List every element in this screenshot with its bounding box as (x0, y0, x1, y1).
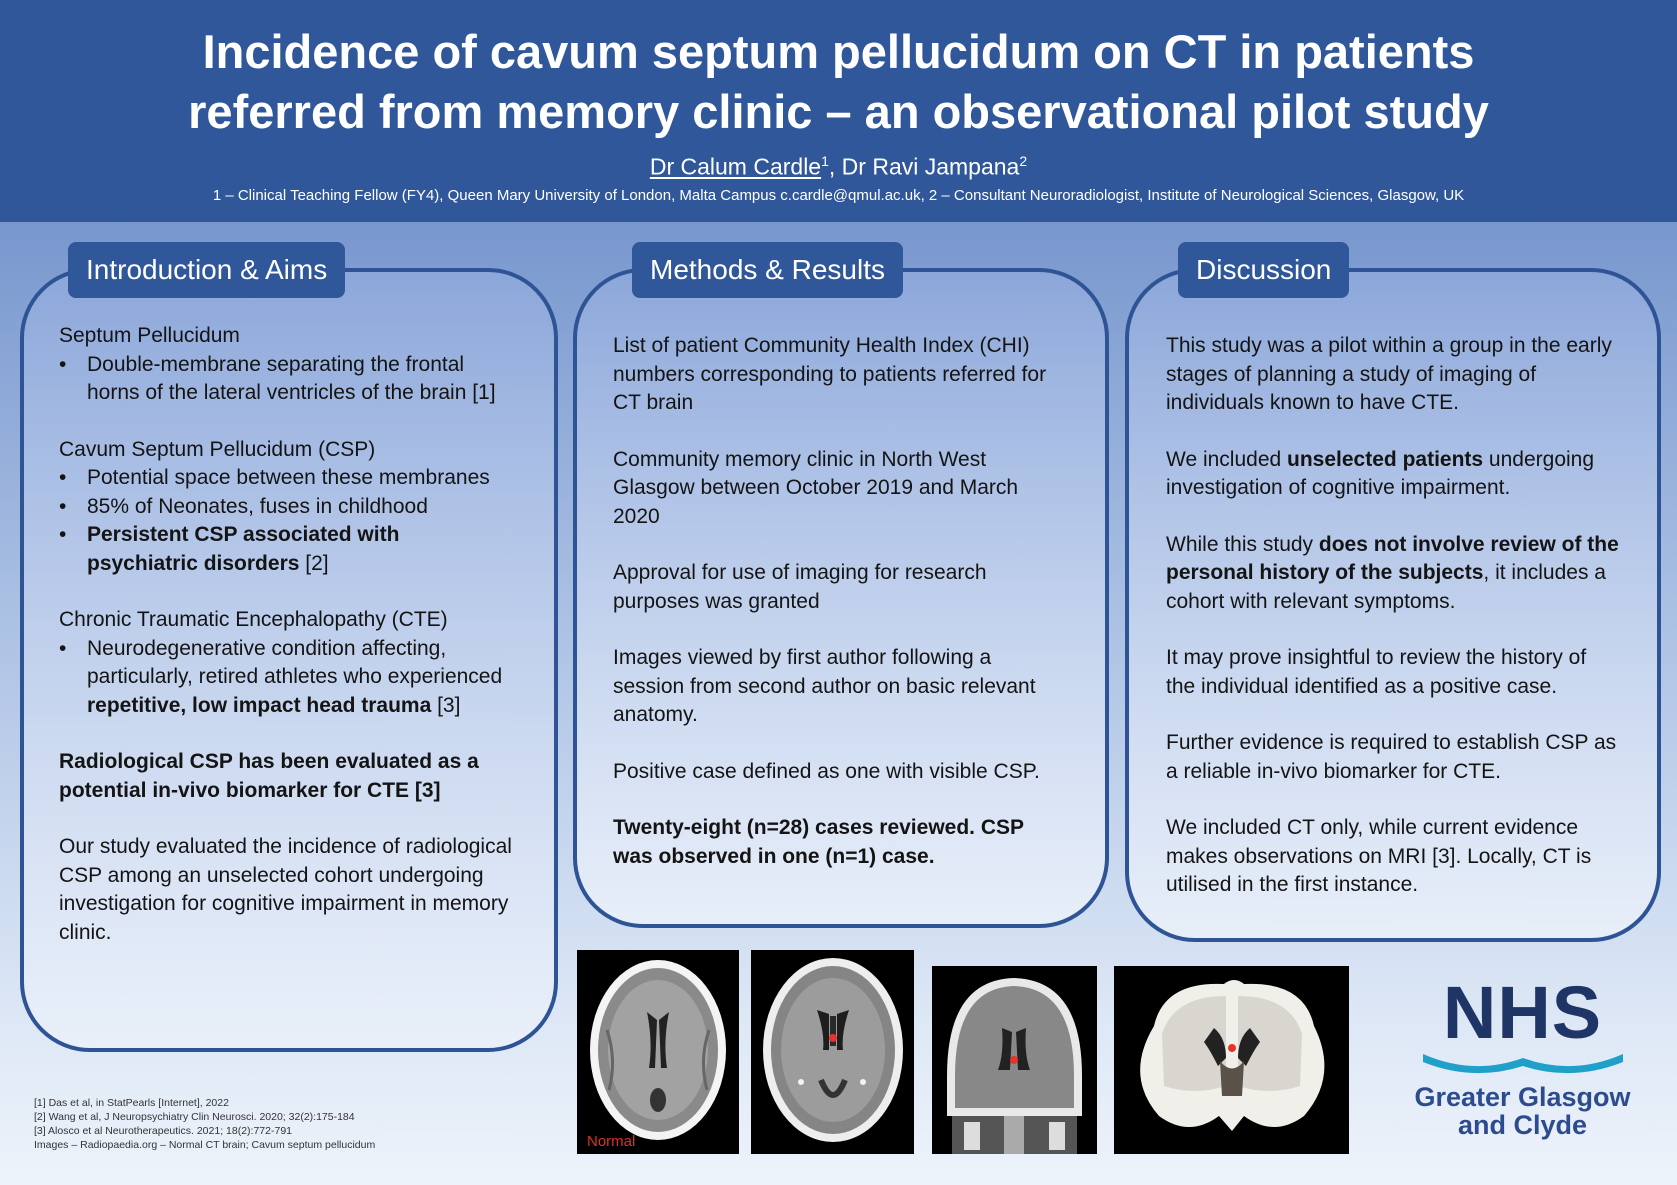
references (34, 1096, 375, 1152)
cte-bullets (59, 635, 514, 721)
biomarker-statement (59, 748, 514, 805)
nhs-logo-mark: NHS (1442, 971, 1603, 1054)
cte-bullet (87, 635, 514, 721)
cte-bullet-ref: [3] (431, 693, 461, 717)
study-aim: Our study evaluated the incidence of radiological CSP among an unselected cohort undergoing investigation for cognitive impairment in memory clinic. (59, 835, 512, 944)
sp-title: Septum Pellucidum (59, 324, 240, 347)
csp-bullet-bold: Persistent CSP associated with psychiatric disorders (87, 523, 400, 575)
title-line-2: referred from memory clinic – an observational pilot study (188, 85, 1489, 138)
ct-axial-normal-icon (577, 950, 739, 1154)
methods-para: List of patient Community Health Index (CHI) numbers corresponding to patients referred for CT brain (613, 334, 1047, 414)
ct-image-csp-axial (751, 950, 914, 1154)
author-2-affil: 2 (1019, 153, 1028, 169)
csp-title: Cavum Septum Pellucidum (CSP) (59, 437, 376, 461)
discussion-bold: unselected patients (1287, 447, 1484, 471)
discussion-text-run: undergoing investigation of cognitive impairment. (1166, 447, 1595, 499)
results-bold: Twenty-eight (n=28) cases reviewed. CSP was observed in one (n=1) case. (613, 816, 1024, 868)
biomarker-bold: Radiological CSP has been evaluated as a potential in-vivo biomarker for CTE [3] (59, 750, 479, 802)
affiliations: 1 – Clinical Teaching Fellow (FY4), Queen Mary University of London, Malta Campus c.cardle@qmul.ac.uk, 2 – Consultant Neuroradiologist, Institute of Neurological Sciences, Glasgow, UK (212, 187, 1465, 204)
cte-bullet-text: Neurodegenerative condition affecting, particularly, retired athletes who experienced (87, 636, 503, 688)
methods-para: Approval for use of imaging for research purposes was granted (613, 561, 987, 613)
ct-axial-csp-icon (751, 950, 914, 1154)
discussion-para (1166, 531, 1621, 617)
brain-specimen-image (1114, 966, 1349, 1154)
csp-bullets (59, 464, 514, 578)
nhs-board-line1: Greater Glasgow (1414, 1082, 1631, 1112)
cte-bullet-bold: repetitive, low impact head trauma (87, 693, 432, 717)
sp-bullets (59, 351, 514, 408)
nhs-wave-icon (1418, 1048, 1628, 1078)
normal-label: Normal (587, 1133, 636, 1150)
discussion-para: It may prove insightful to review the history of the individual identified as a positive case. (1166, 646, 1587, 698)
author-list (0, 153, 1677, 181)
discussion-text (1166, 332, 1621, 900)
methods-text (613, 332, 1068, 871)
reference-item: Images – Radiopaedia.org – Normal CT brain; Cavum septum pellucidum (34, 1139, 376, 1151)
poster-header (0, 0, 1677, 222)
ct-coronal-csp-icon (932, 966, 1097, 1154)
csp-bullet: • Potential space between these membranes (87, 464, 514, 493)
intro-text (59, 322, 514, 947)
csp-bullet (87, 521, 514, 578)
discussion-text-run: , it includes a cohort with relevant symptoms. (1166, 561, 1606, 613)
methods-heading: Methods & Results (632, 242, 903, 298)
reference-item: [3] Alosco et al Neurotherapeutics. 2021; 18(2):772-791 (34, 1125, 292, 1137)
discussion-para: Further evidence is required to establish CSP as a reliable in-vivo biomarker for CTE. (1166, 731, 1617, 783)
csp-bullet-ref: [2] (299, 551, 329, 575)
ct-image-normal (577, 950, 739, 1154)
methods-para: Images viewed by first author following a session from second author on basic relevant anatomy. (613, 646, 1036, 726)
ct-image-csp-coronal (932, 966, 1097, 1154)
discussion-text-run: We included (1166, 447, 1288, 471)
brain-section-icon (1114, 966, 1349, 1154)
discussion-bold: does not involve review of the personal history of the subjects (1166, 532, 1619, 584)
csp-marker (829, 1034, 837, 1042)
reference-item: [2] Wang et al, J Neuropsychiatry Clin Neurosci. 2020; 32(2):175-184 (34, 1111, 355, 1123)
cte-title: Chronic Traumatic Encephalopathy (CTE) (59, 608, 448, 631)
sp-bullet: • Double-membrane separating the frontal horns of the lateral ventricles of the brain [1] (87, 351, 514, 408)
discussion-para (1166, 446, 1621, 503)
methods-para: Positive case defined as one with visible CSP. (613, 759, 1040, 783)
author-1-affil: 1 (821, 153, 829, 169)
author-2: , Dr Ravi Jampana (828, 153, 1020, 180)
csp-marker-coronal (1010, 1056, 1018, 1064)
intro-heading: Introduction & Aims (68, 242, 345, 298)
csp-marker-specimen (1228, 1044, 1236, 1052)
author-1: Dr Calum Cardle (649, 153, 822, 180)
discussion-para: This study was a pilot within a group in the early stages of planning a study of imaging of individuals known to have CTE. (1166, 334, 1612, 414)
csp-bullet: • 85% of Neonates, fuses in childhood (87, 493, 514, 522)
title-line-1: Incidence of cavum septum pellucidum on CT in patients (202, 25, 1475, 78)
nhs-board-line2: and Clyde (1457, 1110, 1588, 1140)
poster-title (0, 22, 1677, 142)
methods-para: Community memory clinic in North West Glasgow between October 2019 and March 2020 (613, 447, 1019, 528)
nhs-logo (1410, 971, 1635, 1140)
reference-item: [1] Das et al, in StatPearls [Internet], 2022 (34, 1097, 229, 1109)
results-statement (613, 814, 1068, 871)
discussion-heading: Discussion (1178, 242, 1349, 298)
discussion-para: We included CT only, while current evidence makes observations on MRI [3]. Locally, CT is utilised in the first instance. (1166, 816, 1592, 896)
discussion-text-run: While this study (1166, 532, 1319, 556)
